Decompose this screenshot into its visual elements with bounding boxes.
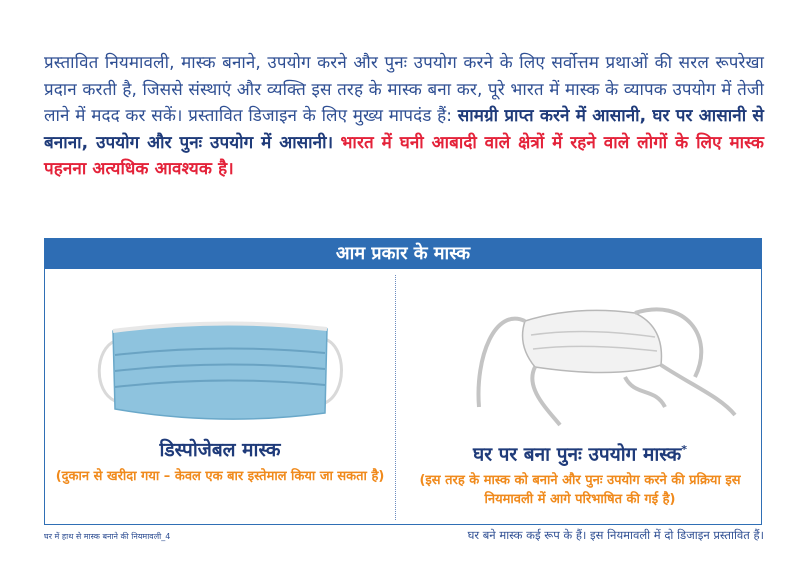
intro-paragraph (44, 50, 764, 183)
homemade-mask-note: (इस तरह के मास्क को बनाने और पुनः उपयोग करने की प्रक्रिया इस नियमावली में आगे परिभाषित की गई है) (419, 473, 741, 508)
homemade-mask-title: घर पर बना पुनः उपयोग मास्क* (472, 443, 687, 466)
disposable-mask-note: (दुकान से खरीदा गया – केवल एक बार इस्तेमाल किया जा सकता है) (55, 469, 385, 484)
homemade-mask-image (465, 287, 745, 437)
disposable-mask-column (55, 437, 385, 486)
footer-note: घर बने मास्क कई रूप के हैं। इस नियमावली में दो डिजाइन प्रस्तावित हैं। (467, 528, 764, 542)
column-divider (395, 275, 396, 520)
page-footer-label: घर में हाथ से मास्क बनाने की नियमावली_4 (44, 532, 171, 541)
mask-types-panel (44, 238, 762, 525)
disposable-mask-title: डिस्पोजेबल मास्क (159, 439, 281, 461)
asterisk: * (681, 443, 687, 456)
panel-title: आम प्रकार के मास्क (45, 239, 761, 269)
intro-emphasis: भारत में घनी आबादी वाले क्षेत्रों में रहने वाले लोगों के लिए मास्क पहनना अत्यधिक आवश्यक है। (44, 132, 765, 179)
intro-text: प्रस्तावित नियमावली, मास्क बनाने, उपयोग करने और पुनः उपयोग करने के लिए सर्वोत्तम प्रथाओं की सरल रूपरेखा प्रदान करती है, जिससे संस्थाएं और व्यक्ति इस तरह के मास्क बना कर, पूरे भारत में मास्क के व्यापक उपयोग में तेजी लाने में मदद कर सकें। प्रस्तावित डिजाइन के लिए मुख्य मापदंड हैं: (44, 53, 764, 126)
disposable-mask-image (85, 309, 355, 429)
intro-criteria: सामग्री प्राप्त करने में आसानी, घर पर आसानी से बनाना, उपयोग और पुनः उपयोग में आसानी। (44, 106, 764, 153)
homemade-mask-column (405, 437, 755, 509)
